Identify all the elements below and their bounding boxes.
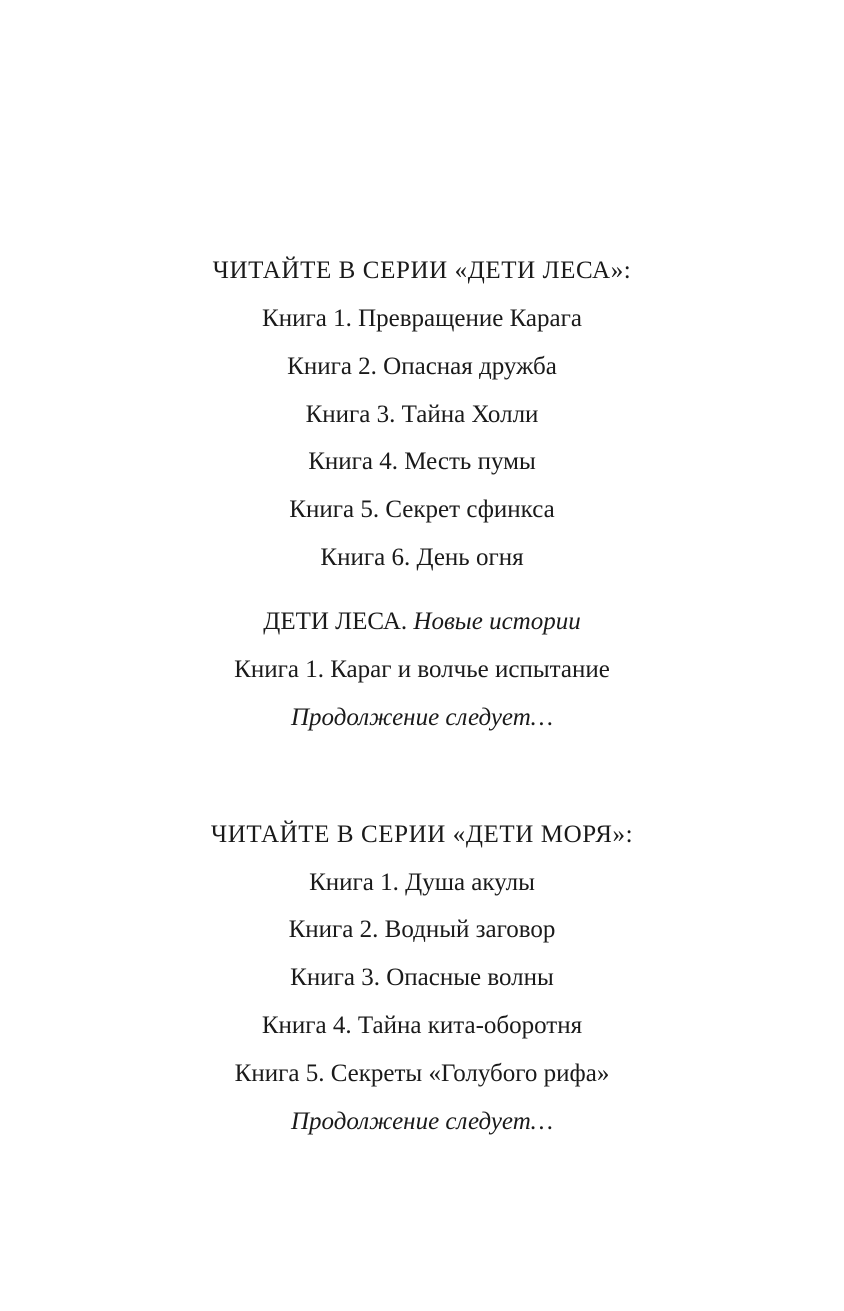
forest-subseries-book-1: Книга 1. Караг и волчье испытание — [234, 656, 610, 683]
sea-book-3: Книга 3. Опасные волны — [290, 964, 554, 991]
sea-series-heading: ЧИТАЙТЕ В СЕРИИ «ДЕТИ МОРЯ»: — [210, 821, 634, 848]
forest-subseries-subtitle: Новые истории — [413, 608, 581, 635]
forest-book-1: Книга 1. Превращение Карага — [262, 305, 582, 332]
sea-continued-note: Продолжение следует… — [291, 1108, 553, 1135]
sea-book-5: Книга 5. Секреты «Голубого рифа» — [234, 1060, 610, 1087]
forest-subseries-title: ДЕТИ ЛЕСА. — [263, 608, 408, 635]
forest-book-6: Книга 6. День огня — [320, 544, 524, 571]
sea-book-4: Книга 4. Тайна кита-оборотня — [261, 1012, 583, 1039]
forest-book-2: Книга 2. Опасная дружба — [287, 353, 557, 380]
forest-book-4: Книга 4. Месть пумы — [308, 448, 536, 475]
forest-subseries-title-line — [0, 607, 844, 637]
forest-continued-note: Продолжение следует… — [291, 704, 553, 731]
sea-book-1: Книга 1. Душа акулы — [309, 869, 535, 896]
sea-book-2: Книга 2. Водный заговор — [288, 916, 556, 943]
forest-series-heading: ЧИТАЙТЕ В СЕРИИ «ДЕТИ ЛЕСА»: — [212, 257, 632, 284]
forest-book-5: Книга 5. Секрет сфинкса — [289, 496, 555, 523]
forest-book-3: Книга 3. Тайна Холли — [305, 401, 539, 428]
